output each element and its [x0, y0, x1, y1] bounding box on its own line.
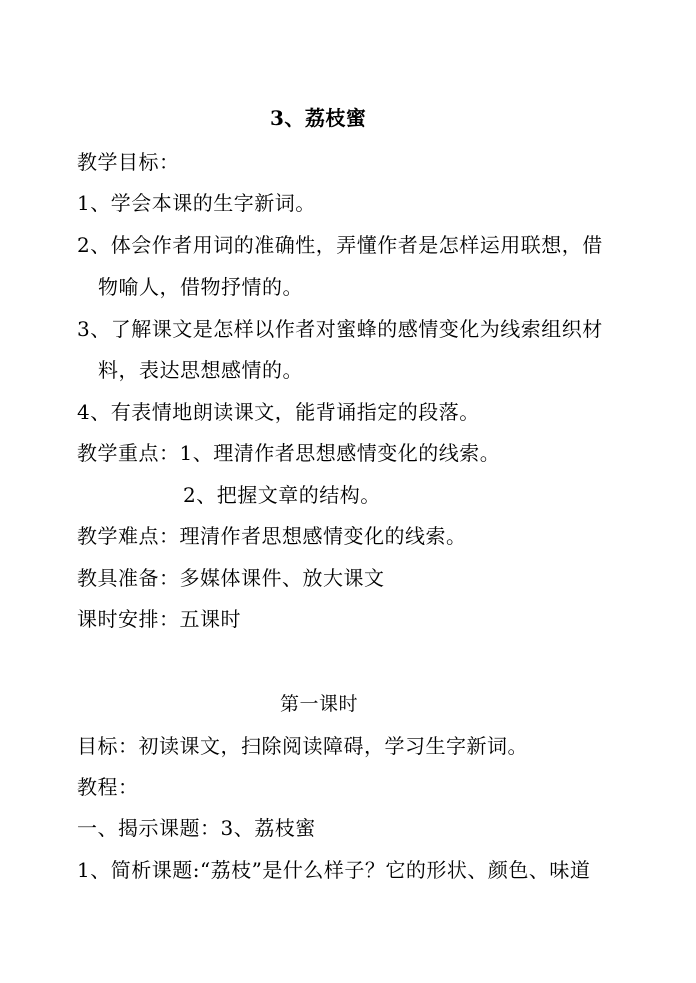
objective-item-4: 4、有表情地朗读课文，能背诵指定的段落。 [77, 400, 480, 424]
objective-item-2-cont: 物喻人，借物抒情的。 [98, 275, 303, 299]
objective-item-2: 2、体会作者用词的准确性，弄懂作者是怎样运用联想，借 [77, 233, 603, 257]
difficulty-line: 教学难点：理清作者思想感情变化的线索。 [77, 524, 467, 548]
objective-item-3-cont: 料，表达思想感情的。 [98, 358, 303, 382]
objective-item-3: 3、了解课文是怎样以作者对蜜蜂的感情变化为线索组织材 [77, 317, 603, 341]
lesson-1-step-1: 一、揭示课题：3、荔枝蜜 [77, 816, 316, 840]
objectives-heading: 教学目标： [77, 150, 180, 174]
objective-item-1: 1、学会本课的生字新词。 [77, 191, 316, 215]
materials-line: 教具准备：多媒体课件、放大课文 [77, 566, 385, 590]
lesson-1-process-heading: 教程： [77, 775, 139, 799]
schedule-line: 课时安排：五课时 [77, 607, 241, 631]
lesson-1-title: 第一课时 [280, 693, 359, 715]
lesson-1-goal: 目标：初读课文，扫除阅读障碍，学习生字新词。 [77, 734, 528, 758]
lesson-1-step-1-1: 1、简析课题:“荔枝”是什么样子？它的形状、颜色、味道 [77, 858, 591, 882]
key-points-line-1: 教学重点：1、理清作者思想感情变化的线索。 [77, 441, 501, 465]
key-points-line-2: 2、把握文章的结构。 [183, 483, 381, 507]
document-title: 3、荔枝蜜 [270, 106, 367, 130]
